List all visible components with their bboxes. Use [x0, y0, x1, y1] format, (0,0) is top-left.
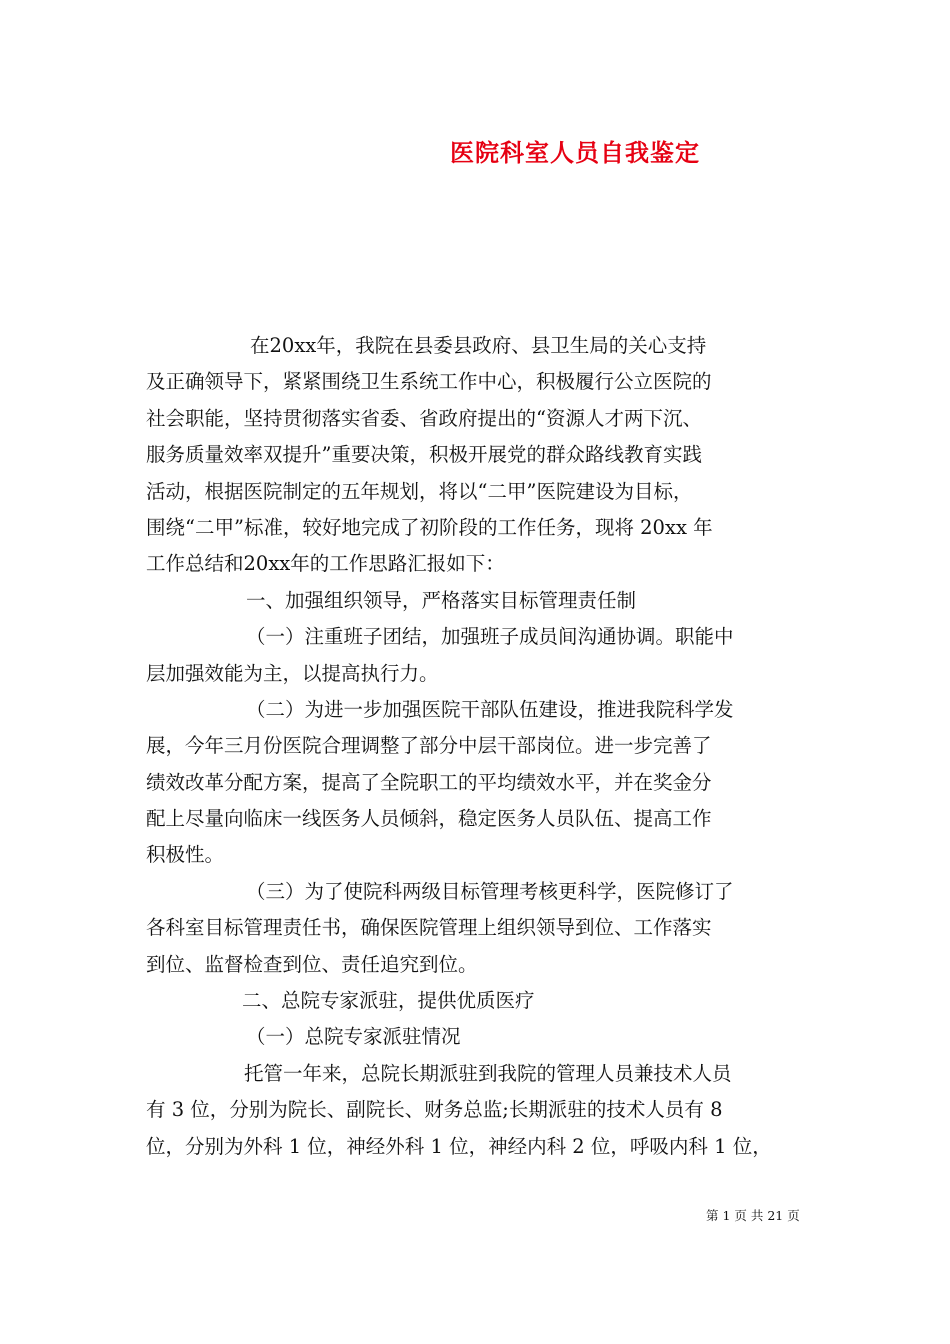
text-line: 配上尽量向临床一线医务人员倾斜，稳定医务人员队伍、提高工作: [146, 807, 712, 831]
text-line: （一）注重班子团结，加强班子成员间沟通协调。职能中: [246, 625, 734, 649]
section-heading: 一、加强组织领导，严格落实目标管理责任制: [246, 588, 637, 612]
text-line: 活动，根据医院制定的五年规划，将以“二甲”医院建设为目标，: [146, 479, 693, 503]
document-body: [146, 328, 816, 1165]
text-line: 积极性。: [146, 843, 225, 867]
text-line: 及正确领导下，紧紧围绕卫生系统工作中心，积极履行公立医院的: [146, 370, 712, 394]
text-line: 服务质量效率双提升”重要决策，积极开展党的群众路线教育实践: [146, 443, 702, 467]
text-line: 到位、监督检查到位、责任追究到位。: [146, 952, 478, 976]
subsection-heading: （一）总院专家派驻情况: [246, 1025, 461, 1049]
text-line: 位，分别为外科 1 位，神经外科 1 位，神经内科 2 位，呼吸内科 1 位，: [146, 1134, 772, 1158]
text-line: 展，今年三月份医院合理调整了部分中层干部岗位。进一步完善了: [146, 734, 712, 758]
text-line: 托管一年来，总院长期派驻到我院的管理人员兼技术人员: [244, 1061, 732, 1085]
text-line: 层加强效能为主，以提高执行力。: [146, 661, 439, 685]
text-line: 工作总结和20xx年的工作思路汇报如下：: [146, 552, 505, 576]
text-line: 各科室目标管理责任书，确保医院管理上组织领导到位、工作落实: [146, 916, 712, 940]
section-heading: 二、总院专家派驻，提供优质医疗: [242, 989, 535, 1013]
text-line: 社会职能，坚持贯彻落实省委、省政府提出的“资源人才两下沉、: [146, 406, 702, 430]
text-line: 有 3 位，分别为院长、副院长、财务总监;长期派驻的技术人员有 8: [146, 1098, 723, 1122]
document-title: 医院科室人员自我鉴定: [450, 138, 700, 167]
text-line: 围绕“二甲”标准，较好地完成了初阶段的工作任务，现将 20xx 年: [146, 515, 713, 539]
page-footer: 第 1 页 共 21 页: [706, 1208, 800, 1223]
text-line: 绩效改革分配方案，提高了全院职工的平均绩效水平，并在奖金分: [146, 770, 712, 794]
text-line: 在20xx年，我院在县委县政府、县卫生局的关心支持: [250, 334, 707, 357]
text-line: （三）为了使院科两级目标管理考核更科学，医院修订了: [246, 879, 734, 903]
text-line: （二）为进一步加强医院干部队伍建设，推进我院科学发: [246, 697, 734, 721]
